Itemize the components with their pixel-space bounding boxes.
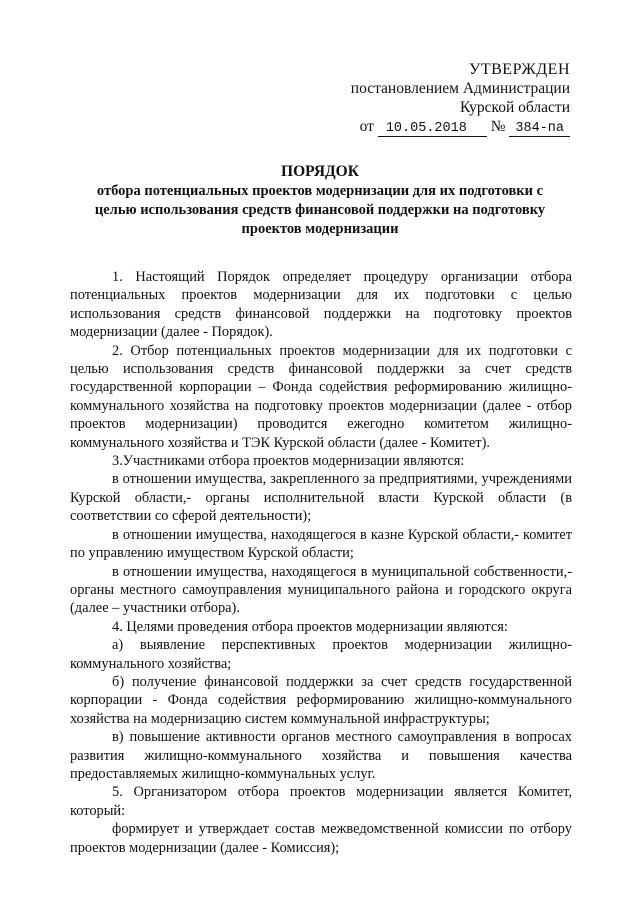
number-label: № (490, 118, 506, 135)
approval-block (351, 60, 570, 137)
paragraph-4a: а) выявление перспективных проектов модернизации жилищно-коммунального хозяйства; (70, 637, 572, 672)
from-label: от (359, 118, 374, 135)
paragraph-3c: в отношении имущества, находящегося в муниципальной собственности,- органы местного самоуправления муниципального района и городского округа (далее – участники отбора). (70, 563, 572, 617)
approval-line-1: постановлением Администрации (350, 80, 570, 97)
paragraph-4b: б) получение финансовой поддержки за счет средств государственной корпорации - Фонда содействия реформированию жилищно-коммунального хозяйства на модернизацию систем коммунальной инфраструктуры; (70, 673, 572, 727)
approval-date-line (351, 117, 570, 137)
paragraph-1: 1. Настоящий Порядок определяет процедуру организации отбора потенциальных проектов модернизации для их подготовки с целью использования средств финансовой поддержки на подготовку проектов модернизации (далее - Порядок). (70, 269, 572, 341)
paragraph-3b: в отношении имущества, находящегося в казне Курской области,- комитет по управлению имуществом Курской области; (70, 526, 572, 562)
approval-line-2: Курской области (459, 99, 570, 116)
approved-label: УТВЕРЖДЕН (469, 61, 570, 78)
paragraph-2: 2. Отбор потенциальных проектов модернизации для их подготовки с целью использования средств финансовой поддержки за счет средств государственной корпорации – Фонда содействия реформированию жилищно-коммунального хозяйства на подготовку проектов модернизации (далее - отбор проектов модернизации) проводится ежегодно комитетом жилищно-коммунального хозяйства и ТЭК Курской области (далее - Комитет). (70, 342, 572, 451)
paragraph-5a: формирует и утверждает состав межведомственной комиссии по отбору проектов модернизации (далее - Комиссия); (70, 821, 572, 856)
paragraph-3a: в отношении имущества, закрепленного за предприятиями, учреждениями Курской области,- органы исполнительной власти Курской области (в соответствии со сферой деятельности); (70, 471, 572, 525)
title-line-2: целью использования средств финансовой поддержки на подготовку (94, 202, 546, 218)
title-heading: ПОРЯДОК (281, 163, 359, 180)
document-body (70, 268, 572, 857)
paragraph-3: 3.Участниками отбора проектов модернизации являются: (112, 453, 465, 470)
approval-date: 10.05.2018 (378, 122, 487, 137)
paragraph-5: 5. Организатором отбора проектов модернизации является Комитет, который: (70, 784, 572, 819)
document-title (70, 162, 570, 239)
paragraph-4c: в) повышение активности органов местного самоуправления в вопросах развития жилищно-коммунального хозяйства и повышения качества предоставляемых жилищно-коммунальных услуг. (70, 729, 572, 782)
paragraph-4: 4. Целями проведения отбора проектов модернизации являются: (112, 618, 508, 635)
approval-number: 384-па (509, 122, 570, 137)
title-line-3: проектов модернизации (241, 221, 399, 237)
title-line-1: отбора потенциальных проектов модернизации для их подготовки с (96, 183, 544, 199)
